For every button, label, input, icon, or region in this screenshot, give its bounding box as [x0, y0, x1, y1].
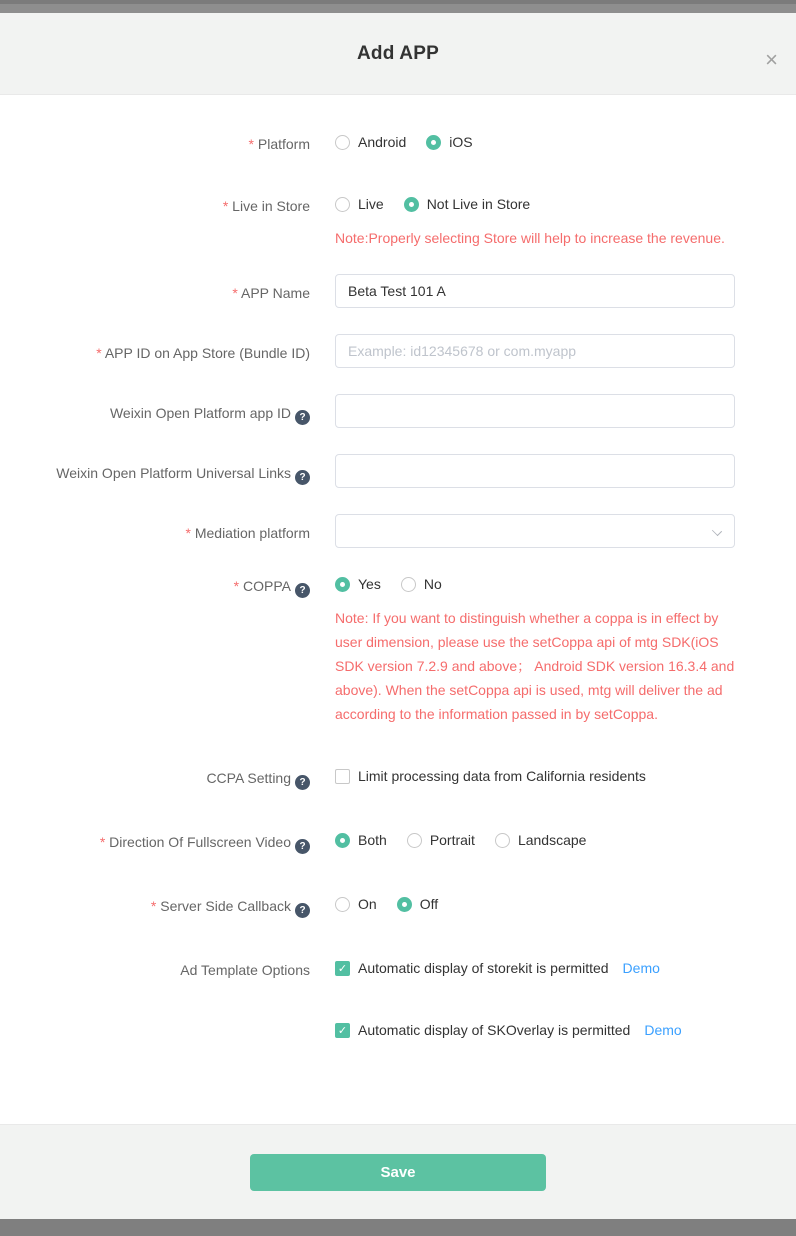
ccpa-checkbox-label[interactable]: Limit processing data from California residents [358, 768, 646, 784]
radio-android-label[interactable]: Android [358, 134, 407, 150]
help-icon[interactable]: ? [295, 839, 310, 854]
weixin-app-id-label: Weixin Open Platform app ID [109, 405, 291, 421]
server-callback-label: Server Side Callback [160, 898, 291, 914]
modal-title: Add APP [357, 42, 439, 64]
radio-callback-on[interactable] [335, 897, 350, 912]
add-app-form [0, 95, 796, 1124]
storekit-checkbox[interactable]: ✓ [335, 961, 350, 976]
help-icon[interactable]: ? [295, 903, 310, 918]
form-row-weixin-universal-links [0, 454, 796, 488]
form-row-weixin-app-id [0, 394, 796, 428]
form-row-direction [0, 830, 796, 854]
skoverlay-checkbox-label[interactable]: Automatic display of SKOverlay is permitted [358, 1022, 631, 1038]
skoverlay-demo-link[interactable]: Demo [644, 1022, 682, 1038]
radio-live-label[interactable]: Live [358, 196, 384, 212]
close-icon[interactable]: × [765, 47, 778, 72]
weixin-universal-links-input[interactable] [335, 454, 735, 488]
help-icon[interactable]: ? [295, 470, 310, 485]
form-row-mediation-platform [0, 514, 796, 548]
form-row-platform [0, 132, 796, 154]
form-row-ad-template-2 [0, 1020, 796, 1040]
radio-coppa-no[interactable] [401, 577, 416, 592]
radio-direction-both[interactable] [335, 833, 350, 848]
radio-coppa-no-label[interactable]: No [423, 576, 442, 592]
radio-callback-off[interactable] [397, 897, 412, 912]
radio-direction-both-label[interactable]: Both [358, 832, 387, 848]
radio-callback-off-label[interactable]: Off [419, 896, 439, 912]
page-bottom-bar [0, 1219, 796, 1236]
radio-direction-landscape-label[interactable]: Landscape [517, 832, 587, 848]
coppa-note: Note: If you want to distinguish whether a coppa is in effect by user dimension, please use the setCoppa api of mtg SDK(iOS SDK version 7.2.9 and above； Android SDK version 16.3.4 and above). When the setCoppa api is used, mtg will deliver the ad according to the information passed in by setCoppa. [335, 610, 735, 722]
app-id-input[interactable] [335, 334, 735, 368]
live-in-store-label: * Live in Store [0, 194, 310, 250]
app-name-input[interactable] [335, 274, 735, 308]
radio-direction-landscape[interactable] [495, 833, 510, 848]
radio-direction-portrait[interactable] [407, 833, 422, 848]
form-row-live-in-store [0, 194, 796, 250]
ccpa-checkbox[interactable] [335, 769, 350, 784]
weixin-universal-links-label: Weixin Open Platform Universal Links [56, 465, 291, 481]
app-id-label: * APP ID on App Store (Bundle ID) [0, 334, 310, 368]
form-row-app-id [0, 334, 796, 368]
skoverlay-checkbox[interactable]: ✓ [335, 1023, 350, 1038]
radio-not-live[interactable] [404, 197, 419, 212]
radio-android[interactable] [335, 135, 350, 150]
app-name-label: * APP Name [0, 274, 310, 308]
form-row-app-name [0, 274, 796, 308]
mediation-platform-label: * Mediation platform [0, 514, 310, 548]
help-icon[interactable]: ? [295, 775, 310, 790]
help-icon[interactable]: ? [295, 410, 310, 425]
form-row-ccpa [0, 766, 796, 790]
chevron-down-icon [712, 526, 722, 536]
radio-direction-portrait-label[interactable]: Portrait [429, 832, 475, 848]
platform-label: * Platform [0, 132, 310, 154]
form-row-server-callback [0, 894, 796, 918]
modal-header [0, 13, 796, 95]
radio-callback-on-label[interactable]: On [358, 896, 377, 912]
radio-not-live-label[interactable]: Not Live in Store [426, 196, 531, 212]
storekit-demo-link[interactable]: Demo [622, 960, 660, 976]
page-top-bar [0, 0, 796, 13]
store-note: Note:Properly selecting Store will help to increase the revenue. [335, 230, 725, 246]
radio-live[interactable] [335, 197, 350, 212]
radio-coppa-yes-label[interactable]: Yes [358, 576, 381, 592]
direction-label: Direction Of Fullscreen Video [109, 834, 291, 850]
form-row-ad-template-1 [0, 958, 796, 980]
ccpa-label: CCPA Setting [206, 770, 291, 786]
radio-ios[interactable] [426, 135, 441, 150]
weixin-app-id-input[interactable] [335, 394, 735, 428]
ad-template-label: Ad Template Options [180, 962, 310, 978]
radio-coppa-yes[interactable] [335, 577, 350, 592]
radio-ios-label[interactable]: iOS [449, 134, 473, 150]
form-row-coppa [0, 574, 796, 726]
coppa-label: COPPA [243, 578, 291, 594]
mediation-platform-select[interactable] [335, 514, 735, 548]
save-button[interactable]: Save [250, 1154, 546, 1191]
help-icon[interactable]: ? [295, 583, 310, 598]
modal-footer [0, 1124, 796, 1219]
storekit-checkbox-label[interactable]: Automatic display of storekit is permitted [358, 960, 609, 976]
